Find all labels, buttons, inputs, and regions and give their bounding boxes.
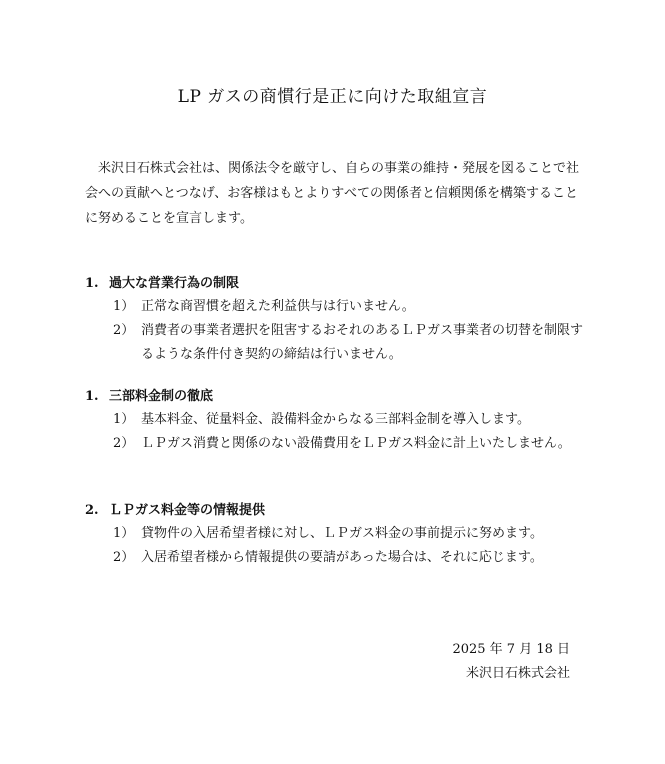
section-heading (85, 273, 585, 295)
document-title: LP ガスの商慣行是正に向けた取組宣言 (177, 87, 488, 107)
section-three-part-pricing (85, 386, 585, 456)
section-number: 1. (85, 276, 99, 291)
item-number: 2） (113, 323, 135, 338)
item-text: ＬＰガス消費と関係のない設備費用をＬＰガス料金に計上いたしません。 (141, 436, 571, 451)
section-heading (85, 386, 585, 408)
item-text: 基本料金、従量料金、設備料金からなる三部料金制を導入します。 (141, 412, 530, 427)
item-text: 入居希望者様から情報提供の要請があった場合は、それに応じます。 (141, 550, 543, 565)
declaration-date: 2025 年 7 月 18 日 (452, 642, 570, 657)
item-number: 1） (113, 526, 135, 541)
section-price-information (85, 500, 585, 570)
company-name: 米沢日石株式会社 (465, 666, 570, 681)
section-excessive-sales-restriction (85, 273, 585, 367)
item-number: 2） (113, 550, 135, 565)
section-title: 三部料金制の徹底 (109, 389, 214, 404)
section-title: ＬＰガス料金等の情報提供 (109, 503, 266, 518)
item-text: 消費者の事業者選択を阻害するおそれのあるＬＰガス事業者の切替を制限するような条件付き契約の締結は行いません。 (141, 323, 584, 362)
item-text: 貸物件の入居希望者様に対し、ＬＰガス料金の事前提示に努めます。 (141, 526, 543, 541)
item-number: 2） (113, 436, 135, 451)
list-item (85, 295, 585, 319)
list-item (85, 319, 585, 367)
section-number: 1. (85, 389, 99, 404)
section-number: 2. (85, 503, 99, 518)
list-item (85, 546, 585, 570)
item-number: 1） (113, 299, 135, 314)
list-item (85, 408, 585, 432)
signature-block (400, 638, 570, 686)
list-item (85, 522, 585, 546)
list-item (85, 432, 585, 456)
item-number: 1） (113, 412, 135, 427)
section-title: 過大な営業行為の制限 (109, 276, 240, 291)
section-heading (85, 500, 585, 522)
item-text: 正常な商習慣を超えた利益供与は行いません。 (141, 299, 415, 314)
intro-paragraph: 米沢日石株式会社は、関係法令を厳守し、自らの事業の維持・発展を図ることで社会への貢献へとつなげ、お客様はもとよりすべての関係者と信頼関係を構築することに努めることを宣言します。 (85, 161, 580, 226)
